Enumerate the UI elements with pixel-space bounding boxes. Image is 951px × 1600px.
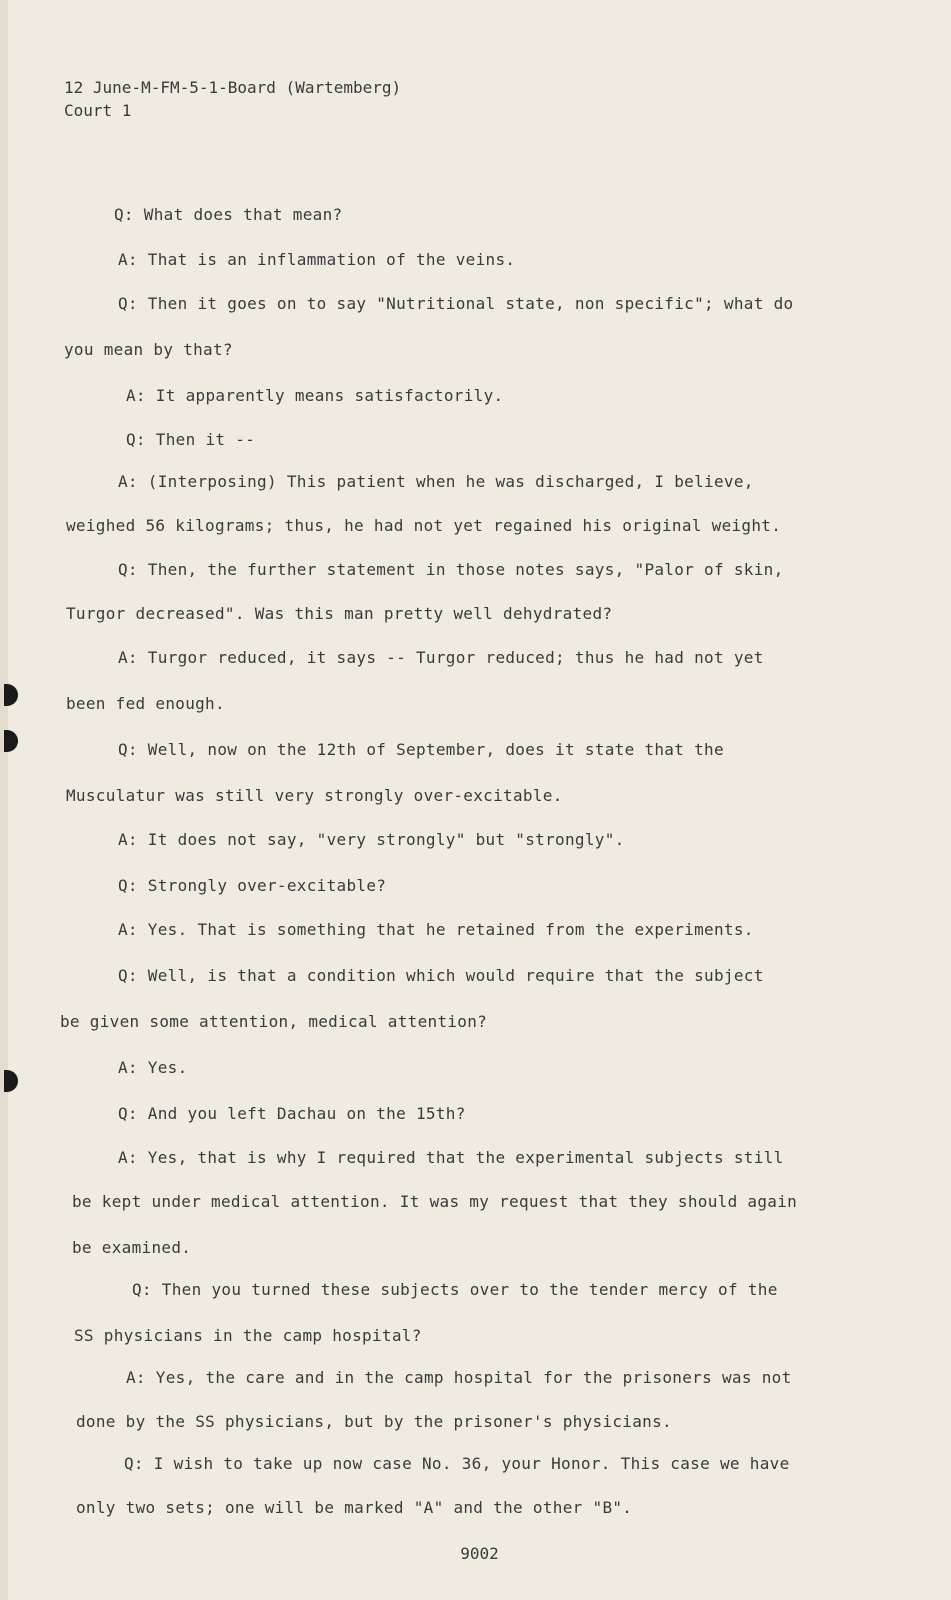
transcript-line: Q: Strongly over-excitable? (118, 876, 387, 895)
transcript-line: Q: And you left Dachau on the 15th? (118, 1104, 466, 1123)
transcript-line: A: (Interposing) This patient when he was discharged, I believe, (118, 472, 754, 491)
document-header (64, 76, 401, 122)
transcript-line: Q: What does that mean? (114, 205, 343, 224)
transcript-line: you mean by that? (64, 340, 233, 359)
transcript-line: Q: Well, now on the 12th of September, does it state that the (118, 740, 724, 759)
punch-hole (4, 684, 18, 706)
transcript-line: been fed enough. (66, 694, 225, 713)
transcript-line: Q: Then it goes on to say "Nutritional state, non specific"; what do (118, 294, 794, 313)
transcript-line: Q: Then it -- (126, 430, 256, 449)
header-court: Court 1 (64, 101, 132, 120)
page-number: 9002 (460, 1544, 499, 1563)
transcript-line: only two sets; one will be marked "A" and the other "B". (76, 1498, 633, 1517)
transcript-line: be examined. (72, 1238, 192, 1257)
transcript-line: Q: I wish to take up now case No. 36, your Honor. This case we have (124, 1454, 790, 1473)
header-reference: 12 June-M-FM-5-1-Board (Wartemberg) (64, 78, 402, 97)
transcript-line: done by the SS physicians, but by the prisoner's physicians. (76, 1412, 672, 1431)
transcript-line: Musculatur was still very strongly over-excitable. (66, 786, 563, 805)
transcript-line: Q: Then, the further statement in those notes says, "Palor of skin, (118, 560, 784, 579)
transcript-line: Q: Well, is that a condition which would require that the subject (118, 966, 764, 985)
punch-hole (4, 1070, 18, 1092)
transcript-line: SS physicians in the camp hospital? (74, 1326, 422, 1345)
transcript-line: A: Yes, that is why I required that the experimental subjects still (118, 1148, 784, 1167)
transcript-line: A: It apparently means satisfactorily. (126, 386, 504, 405)
transcript-line: weighed 56 kilograms; thus, he had not yet regained his original weight. (66, 516, 782, 535)
transcript-line: A: Yes. (118, 1058, 188, 1077)
transcript-line: Q: Then you turned these subjects over to the tender mercy of the (132, 1280, 778, 1299)
transcript-line: A: Yes, the care and in the camp hospital for the prisoners was not (126, 1368, 792, 1387)
transcript-line: Turgor decreased". Was this man pretty well dehydrated? (66, 604, 613, 623)
transcript-line: be kept under medical attention. It was my request that they should again (72, 1192, 798, 1211)
transcript-line: A: Yes. That is something that he retained from the experiments. (118, 920, 754, 939)
transcript-line: A: It does not say, "very strongly" but "strongly". (118, 830, 625, 849)
transcript-line: A: That is an inflammation of the veins. (118, 250, 516, 269)
punch-hole (4, 730, 18, 752)
transcript-line: A: Turgor reduced, it says -- Turgor reduced; thus he had not yet (118, 648, 764, 667)
transcript-line: be given some attention, medical attention? (60, 1012, 488, 1031)
